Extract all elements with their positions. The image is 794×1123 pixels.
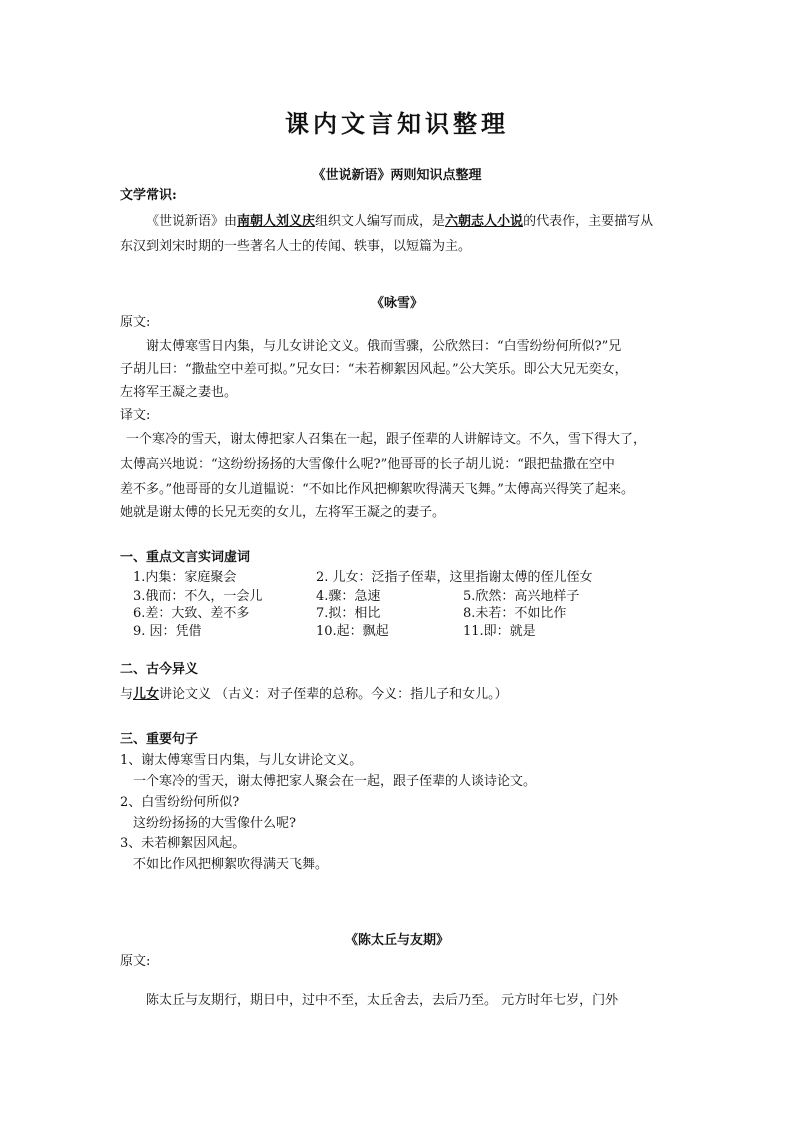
lit-text: 组织文人编写而成，是 (315, 214, 446, 229)
gujin-text: 讲论文义 （古义：对子侄辈的总称。今义：指儿子和女儿。） (159, 687, 508, 702)
vocab-item: 7.拟：相比 (316, 606, 381, 621)
lit-para-line2: 东汉到刘宋时期的一些著名人士的传闻、轶事，以短篇为主。 (120, 239, 472, 254)
sentence-translation: 这纷纷扬扬的大雪像什么呢? (133, 816, 296, 831)
yuanwen-label: 原文: (120, 315, 151, 330)
vocab-item: 9. 因：凭借 (133, 624, 202, 639)
vocab-item: 2. 儿女：泛指子侄辈，这里指谢太傅的侄儿侄女 (316, 570, 593, 585)
vocab-item: 8.未若：不如比作 (463, 606, 567, 621)
part3-title: 三、重要句子 (120, 732, 199, 747)
vocab-item: 4.骤：急速 (316, 589, 381, 604)
gujin-text: 与 (120, 687, 134, 702)
yiwen-line: 差不多。”他哥哥的女儿道韫说：“不如比作风把柳絮吹得满天飞舞。”太傅高兴得笑了起来。 (120, 482, 634, 497)
lit-text: 《世说新语》由 (146, 214, 238, 229)
part1-title: 一、重点文言实词虚词 (120, 550, 251, 565)
vocab-item: 6.差：大致、差不多 (133, 606, 250, 621)
yiwen-line: 太傅高兴地说：“这纷纷扬扬的大雪像什么呢?”他哥哥的长子胡儿说：“跟把盐撒在空中 (120, 457, 615, 472)
lit-para-line1 (146, 215, 653, 228)
author-highlight: 南朝人刘义庆 (237, 214, 316, 229)
yuanwen-line: 子胡儿曰：“撒盐空中差可拟。”兄女曰：“未若柳絮因风起。”公大笑乐。即公大兄无奕女， (120, 362, 628, 377)
yiwen-label: 译文: (120, 408, 151, 423)
sentence-translation: 一个寒冷的雪天，谢太傅把家人聚会在一起，跟子侄辈的人谈诗论文。 (133, 774, 537, 789)
page-title: 课内文言知识整理 (285, 109, 509, 138)
genre-highlight: 六朝志人小说 (445, 214, 524, 229)
gujin-keyword: 儿女 (133, 687, 160, 702)
sentence-item: 2、白雪纷纷何所似? (120, 795, 240, 810)
vocab-item: 1.内集：家庭聚会 (133, 570, 237, 585)
yiwen-line: 她就是谢太傅的长兄无奕的女儿，左将军王凝之的妻子。 (120, 505, 446, 520)
part2-title: 二、古今异义 (120, 662, 199, 677)
lit-label: 文学常识: (120, 188, 177, 203)
vocab-item: 5.欣然：高兴地样子 (463, 589, 580, 604)
section-title-yongxue: 《咏雪》 (370, 296, 423, 311)
lit-text: 的代表作，主要描写从 (523, 214, 654, 229)
chen-yuanwen-label: 原文: (120, 954, 151, 969)
vocab-item: 11.即：就是 (463, 624, 536, 639)
vocab-item: 3.俄而：不久，一会儿 (133, 589, 263, 604)
sentence-item: 1、谢太傅寒雪日内集，与儿女讲论文义。 (120, 753, 363, 768)
sentence-translation: 不如比作风把柳絮吹得满天飞舞。 (133, 857, 329, 872)
section-title-shishuo: 《世说新语》两则知识点整理 (312, 168, 482, 183)
sentence-item: 3、未若柳絮因风起。 (120, 836, 246, 851)
chen-yuanwen-line: 陈太丘与友期行，期日中，过中不至，太丘舍去，去后乃至。 元方时年七岁，门外 (146, 993, 619, 1008)
section-title-chen: 《陈太丘与友期》 (344, 933, 449, 948)
vocab-item: 10.起：飘起 (316, 624, 389, 639)
yuanwen-line: 谢太傅寒雪日内集，与儿女讲论文义。俄而雪骤，公欣然曰：“白雪纷纷何所似?”兄 (146, 339, 622, 354)
yuanwen-line: 左将军王凝之妻也。 (120, 385, 238, 400)
gujin-line (120, 688, 508, 701)
yiwen-line: 一个寒冷的雪天，谢太傅把家人召集在一起，跟子侄辈的人讲解诗文。不久，雪下得大了， (126, 432, 647, 447)
